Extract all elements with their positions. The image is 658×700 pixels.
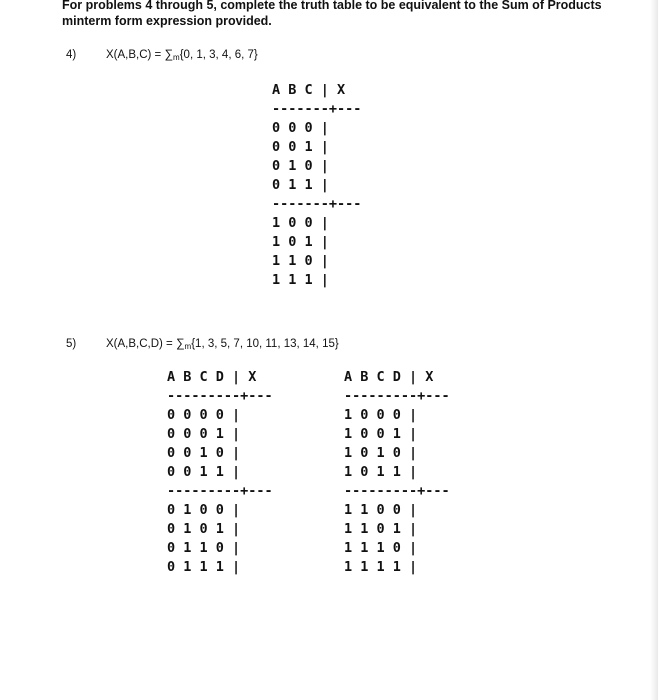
truth-table-row: 0 0 0 | <box>272 120 329 136</box>
truth-table-row: 0 1 0 | <box>272 158 329 174</box>
truth-table-row: 1 0 1 | <box>272 234 329 250</box>
truth-table-divider: ---------+--- <box>344 483 450 499</box>
page-edge-shadow <box>650 0 658 700</box>
minterm-subscript: m <box>184 342 192 351</box>
truth-table-row: 1 0 0 0 | <box>344 407 418 423</box>
truth-table-row: 0 1 1 1 | <box>167 559 241 575</box>
truth-table-row: 1 1 0 | <box>272 253 329 269</box>
problem-5-minterms: {1, 3, 5, 7, 10, 11, 13, 14, 15} <box>191 338 339 350</box>
truth-table-header: A B C D | X <box>167 369 257 385</box>
truth-table-row: 1 1 0 1 | <box>344 521 418 537</box>
problem-4-minterms: {0, 1, 3, 4, 6, 7} <box>179 49 258 61</box>
truth-table-row: 1 0 1 0 | <box>344 445 418 461</box>
truth-table-divider: -------+--- <box>272 101 362 117</box>
truth-table-row: 0 0 1 | <box>272 139 329 155</box>
sigma-symbol: ∑ <box>164 47 174 61</box>
truth-table-divider: ---------+--- <box>167 388 273 404</box>
problem-4-truth-table <box>272 81 361 290</box>
truth-table-row: 0 0 0 1 | <box>167 426 241 442</box>
problem-4-heading <box>66 47 258 62</box>
truth-table-row: 1 0 0 | <box>272 215 329 231</box>
truth-table-row: 0 0 1 1 | <box>167 464 241 480</box>
truth-table-row: 1 1 1 0 | <box>344 540 418 556</box>
truth-table-row: 0 1 0 1 | <box>167 521 241 537</box>
truth-table-divider: ---------+--- <box>344 388 450 404</box>
truth-table-header: A B C | X <box>272 82 346 98</box>
problem-4-expression-prefix: X(A,B,C) = <box>106 49 165 61</box>
problem-4-number: 4) <box>66 49 77 61</box>
problem-5-number: 5) <box>66 338 77 350</box>
problem-5-expression-prefix: X(A,B,C,D) = <box>106 338 176 350</box>
truth-table-row: 1 0 0 1 | <box>344 426 418 442</box>
truth-table-row: 0 1 1 0 | <box>167 540 241 556</box>
problem-5-heading <box>66 336 339 351</box>
truth-table-row: 0 1 0 0 | <box>167 502 241 518</box>
minterm-subscript: m <box>173 53 180 62</box>
truth-table-row: 1 0 1 1 | <box>344 464 418 480</box>
truth-table-row: 0 1 1 | <box>272 177 329 193</box>
truth-table-row: 0 0 1 0 | <box>167 445 241 461</box>
instructions-text: For problems 4 through 5, complete the truth table to be equivalent to the Sum of Products minterm form expression provided. <box>62 0 602 28</box>
truth-table-divider: -------+--- <box>272 196 362 212</box>
problem-5-right-truth-table <box>344 368 450 577</box>
truth-table-divider: ---------+--- <box>167 483 273 499</box>
sigma-symbol: ∑ <box>175 336 185 350</box>
truth-table-row: 1 1 0 0 | <box>344 502 418 518</box>
truth-table-header: A B C D | X <box>344 369 434 385</box>
problem-5-left-truth-table <box>167 368 273 577</box>
truth-table-row: 0 0 0 0 | <box>167 407 241 423</box>
truth-table-row: 1 1 1 1 | <box>344 559 418 575</box>
truth-table-row: 1 1 1 | <box>272 272 329 288</box>
